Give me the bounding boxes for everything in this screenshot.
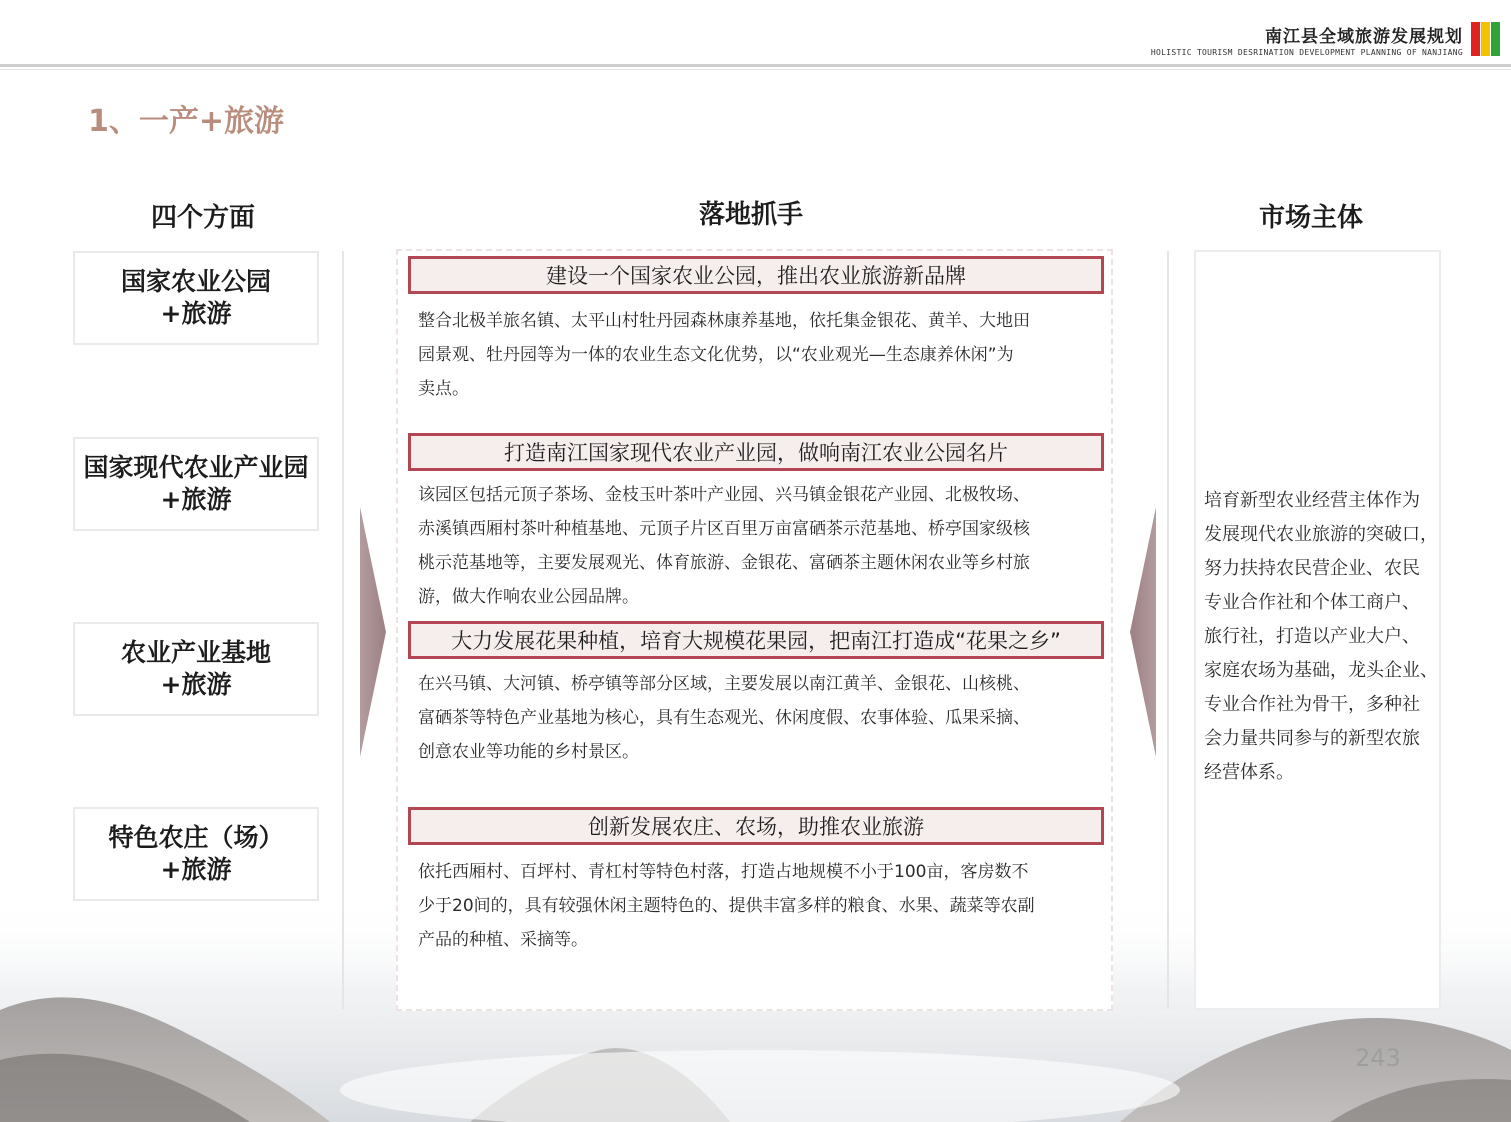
aspect-box <box>73 622 319 716</box>
left-arrow-icon <box>1128 505 1158 760</box>
description-line: 依托西厢村、百坪村、青杠村等特色村落，打造占地规模不小于100亩，客房数不 <box>418 862 1029 882</box>
aspect-suffix: +旅游 <box>160 485 232 514</box>
header-divider <box>0 64 1511 67</box>
description-line: 该园区包括元顶子茶场、金枝玉叶茶叶产业园、兴马镇金银花产业园、北极牧场、 <box>418 485 1030 505</box>
column-heading-actions: 落地抓手 <box>698 200 803 230</box>
aspect-label: 特色农庄（场） <box>108 823 284 852</box>
column-heading-aspects: 四个方面 <box>150 203 255 233</box>
aspect-suffix: +旅游 <box>160 855 232 884</box>
aspect-box <box>73 807 319 901</box>
aspect-suffix: +旅游 <box>160 299 232 328</box>
aspect-label: 农业产业基地 <box>120 638 271 667</box>
market-line: 专业合作社为骨干，多种社 <box>1204 694 1420 715</box>
document-title: 南江县全域旅游发展规划 <box>1265 27 1463 47</box>
right-arrow-icon <box>358 505 388 760</box>
description-line: 整合北极羊旅名镇、太平山村牡丹园森林康养基地，依托集金银花、黄羊、大地田 <box>418 311 1030 331</box>
column-divider <box>342 251 344 1009</box>
action-title: 创新发展农庄、农场，助推农业旅游 <box>408 807 1104 845</box>
description-line: 园景观、牡丹园等为一体的农业生态文化优势，以“农业观光—生态康养休闲”为 <box>418 345 1014 365</box>
action-title: 建设一个国家农业公园，推出农业旅游新品牌 <box>408 256 1104 294</box>
action-description <box>418 855 1098 957</box>
color-bar-green <box>1491 22 1500 56</box>
description-line: 产品的种植、采摘等。 <box>418 930 588 950</box>
document-subtitle: HOLISTIC TOURISM DESRINATION DEVELOPMENT PLANNING OF NANJIANG <box>1150 48 1463 57</box>
section-title: 1、一产+旅游 <box>88 104 285 139</box>
action-description <box>418 478 1098 614</box>
description-line: 桃示范基地等，主要发展观光、体育旅游、金银花、富硒茶主题休闲农业等乡村旅 <box>418 553 1030 573</box>
description-line: 在兴马镇、大河镇、桥亭镇等部分区域，主要发展以南江黄羊、金银花、山核桃、 <box>418 674 1030 694</box>
description-line: 创意农业等功能的乡村景区。 <box>418 742 639 762</box>
action-title: 大力发展花果种植，培育大规模花果园，把南江打造成“花果之乡” <box>408 621 1104 659</box>
market-line: 家庭农场为基础，龙头企业、 <box>1204 660 1438 681</box>
market-line: 会力量共同参与的新型农旅 <box>1204 728 1420 749</box>
market-line: 努力扶持农民营企业、农民 <box>1204 558 1420 579</box>
market-line: 专业合作社和个体工商户、 <box>1204 592 1420 613</box>
market-line: 发展现代农业旅游的突破口， <box>1204 524 1438 545</box>
aspect-suffix: +旅游 <box>160 670 232 699</box>
action-description <box>418 304 1098 406</box>
color-bar-red <box>1471 22 1480 56</box>
description-line: 少于20间的，具有较强休闲主题特色的、提供丰富多样的粮食、水果、蔬菜等农副 <box>418 896 1035 916</box>
aspect-label: 国家农业公园 <box>120 267 271 296</box>
description-line: 游，做大作响农业公园品牌。 <box>418 587 639 607</box>
column-divider <box>1167 251 1169 1009</box>
action-description <box>418 667 1098 769</box>
aspect-label: 国家现代农业产业园 <box>83 453 309 482</box>
color-bar-yellow <box>1481 22 1490 56</box>
brand-color-bars <box>1471 22 1501 56</box>
aspect-box <box>73 251 319 345</box>
action-title: 打造南江国家现代农业产业园，做响南江农业公园名片 <box>408 433 1104 471</box>
aspect-box <box>73 437 319 531</box>
column-heading-market: 市场主体 <box>1258 203 1363 233</box>
market-line: 培育新型农业经营主体作为 <box>1204 490 1420 511</box>
market-line: 旅行社，打造以产业大户、 <box>1204 626 1420 647</box>
description-line: 赤溪镇西厢村茶叶种植基地、元顶子片区百里万亩富硒茶示范基地、桥亭国家级核 <box>418 519 1030 539</box>
market-subject-text <box>1204 484 1438 790</box>
page-number: 243 <box>1355 1044 1401 1072</box>
description-line: 卖点。 <box>418 379 469 399</box>
description-line: 富硒茶等特色产业基地为核心，具有生态观光、休闲度假、农事体验、瓜果采摘、 <box>418 708 1030 728</box>
market-line: 经营体系。 <box>1204 762 1294 783</box>
header-divider-thin <box>0 69 1511 70</box>
